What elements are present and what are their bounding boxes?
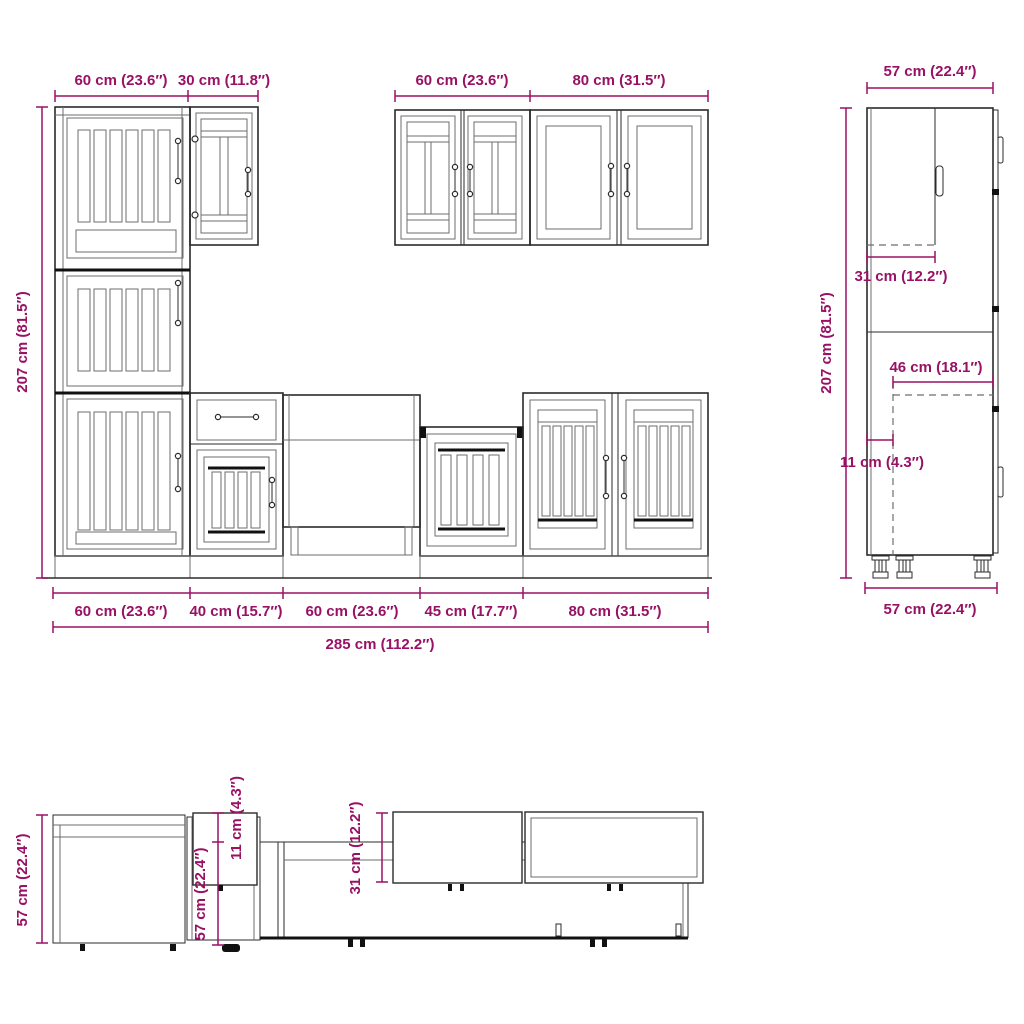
dim-plan-wall-31: 31 cm (12.2″) (347, 801, 364, 895)
base-cabinet-45 (420, 427, 523, 556)
dim-side-bottom-57: 57 cm (22.4″) (883, 601, 977, 618)
dim-top-60b: 60 cm (23.6″) (415, 72, 509, 89)
dim-side-height-207: 207 cm (81.5″) (818, 292, 835, 394)
front-bottom-dimensions (53, 587, 708, 653)
dim-side-top-57: 57 cm (22.4″) (883, 63, 977, 80)
plan-wall-cabinet-60 (393, 812, 522, 891)
tall-cabinet (55, 107, 190, 556)
plan-wall-cabinet-80 (525, 812, 703, 891)
dim-top-30: 30 cm (11.8″) (177, 72, 271, 89)
dim-top-60: 60 cm (23.6″) (74, 72, 168, 89)
dim-side-31: 31 cm (12.2″) (854, 268, 948, 285)
dim-top-80: 80 cm (31.5″) (572, 72, 666, 89)
dim-height-207: 207 cm (81.5″) (14, 291, 31, 393)
front-elevation (14, 72, 712, 653)
dim-side-11: 11 cm (4.3″) (840, 454, 924, 471)
base-unit-60-open (283, 395, 420, 555)
side-handle-top (998, 137, 1003, 163)
side-inner-handle (936, 166, 943, 196)
plan-view (14, 776, 703, 952)
dim-total-285: 285 cm (112.2″) (325, 636, 435, 653)
dim-side-46: 46 cm (18.1″) (889, 359, 983, 376)
dim-bottom-40: 40 cm (15.7″) (189, 603, 283, 620)
wall-cabinet-60 (395, 110, 530, 245)
dim-plan-depth-57: 57 cm (22.4″) (14, 833, 31, 927)
base-cabinet-80 (523, 393, 708, 556)
dim-plan-offset-11: 11 cm (4.3″) (228, 776, 245, 860)
front-height-dimension (14, 107, 48, 578)
plan-tall-cabinet (53, 815, 185, 951)
side-feet (872, 556, 991, 578)
dim-plan-inner-57: 57 cm (22.4″) (192, 847, 209, 941)
front-top-dimensions (55, 72, 708, 102)
dim-bottom-80: 80 cm (31.5″) (568, 603, 662, 620)
plinth (42, 556, 712, 578)
dim-bottom-45: 45 cm (17.7″) (424, 603, 518, 620)
wall-cabinet-30 (190, 107, 258, 245)
dim-bottom-60b: 60 cm (23.6″) (305, 603, 399, 620)
side-dimensions (818, 63, 997, 618)
plan-dimensions (14, 776, 388, 945)
side-view (818, 63, 1003, 618)
side-handle-bottom (998, 467, 1003, 497)
dim-bottom-60: 60 cm (23.6″) (74, 603, 168, 620)
base-cabinet-40 (190, 393, 283, 556)
wall-cabinet-80 (530, 110, 708, 245)
